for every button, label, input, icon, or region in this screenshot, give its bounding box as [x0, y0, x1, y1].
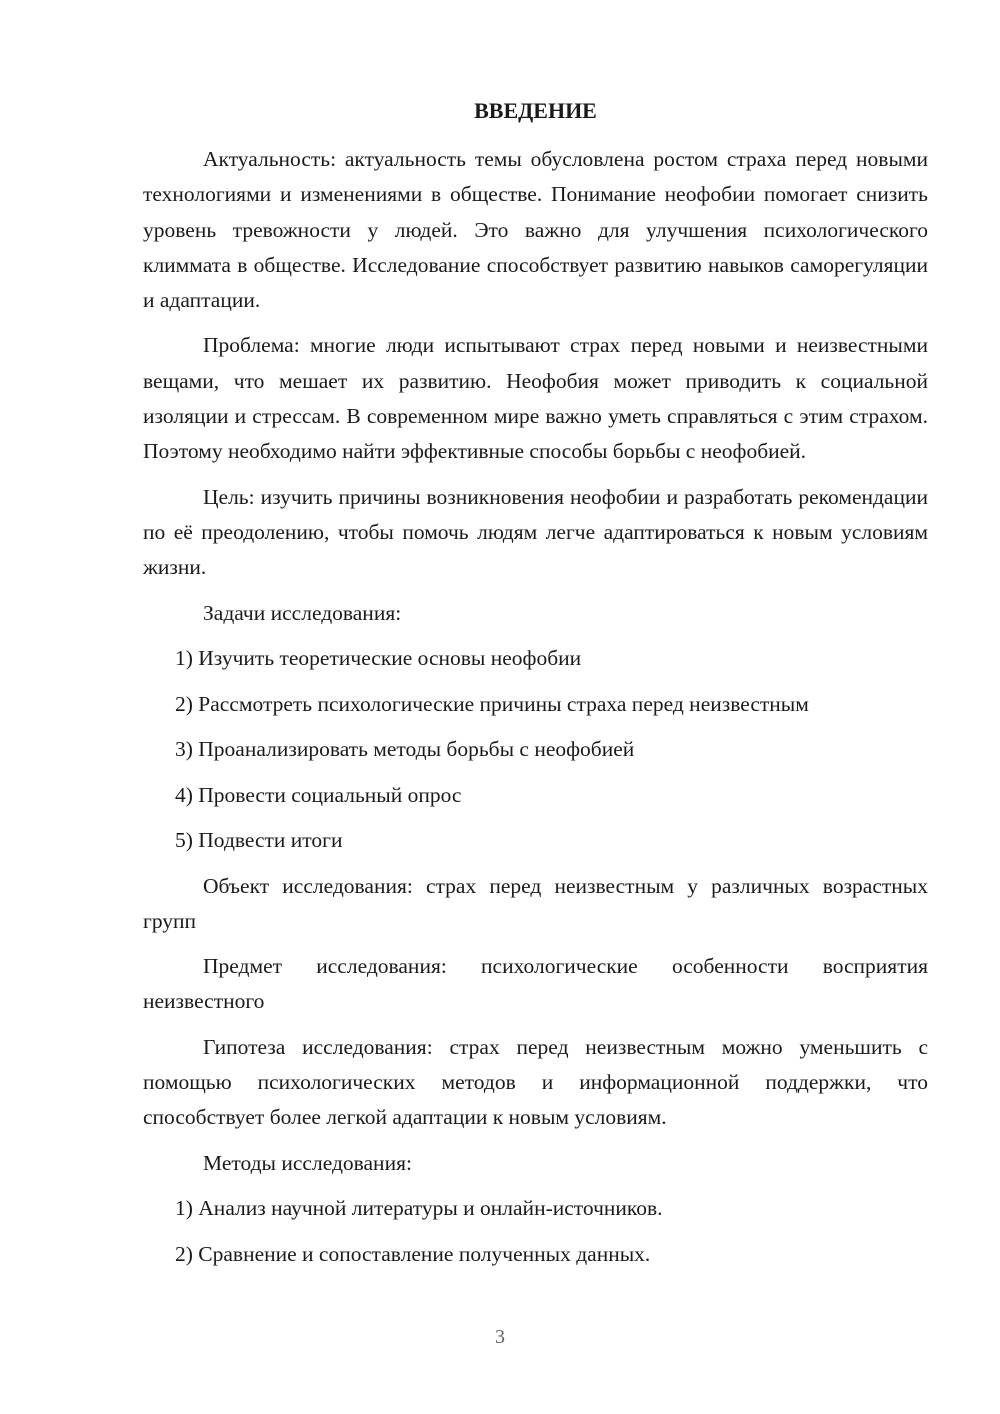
- list-item: 2) Рассмотреть психологические причины страха перед неизвестным: [175, 691, 809, 716]
- tasks-label: Задачи исследования:: [203, 600, 402, 625]
- relevance-paragraph: Актуальность: актуальность темы обусловлена ростом страха перед новыми технологиями и изменениями в обществе. Понимание неофобии помогает снизить уровень тревожности у людей. Это важно для улучшения психологического климмата в обществе. Исследование способствует развитию навыков саморегуляции и адаптации.: [143, 147, 928, 313]
- goal-paragraph: Цель: изучить причины возникновения неофобии и разработать рекомендации по её преодолению, чтобы помочь людям легче адаптироваться к новым условиям жизни.: [143, 484, 928, 580]
- list-item: 5) Подвести итоги: [175, 828, 343, 853]
- object-paragraph: Объект исследования: страх перед неизвестным у различных возрастных групп: [143, 873, 928, 933]
- list-item: 1) Анализ научной литературы и онлайн-источников.: [175, 1196, 663, 1221]
- list-item: 4) Провести социальный опрос: [175, 782, 462, 807]
- list-item: 3) Проанализировать методы борьбы с неофобией: [175, 737, 635, 762]
- tasks-list: [143, 641, 928, 858]
- problem-paragraph: Проблема: многие люди испытывают страх перед новыми и неизвестными вещами, что мешает их развитию. Неофобия может приводить к социальной изоляции и стрессам. В современном мире важно уметь справляться с этим страхом. Поэтому необходимо найти эффективные способы борьбы с неофобией.: [143, 333, 928, 464]
- list-item: 2) Сравнение и сопоставление полученных данных.: [175, 1241, 651, 1266]
- page-number: 3: [495, 1326, 505, 1348]
- subject-paragraph: Предмет исследования: психологические особенности восприятия неизвестного: [143, 954, 928, 1014]
- methods-list: [143, 1191, 928, 1272]
- methods-label: Методы исследования:: [203, 1150, 412, 1175]
- page-title: ВВЕДЕНИЕ: [474, 98, 597, 123]
- list-item: 1) Изучить теоретические основы неофобии: [175, 646, 582, 671]
- document-body: [143, 142, 928, 1282]
- hypothesis-paragraph: Гипотеза исследования: страх перед неизвестным можно уменьшить с помощью психологических методов и информационной поддержки, что способствует более легкой адаптации к новым условиям.: [143, 1034, 928, 1130]
